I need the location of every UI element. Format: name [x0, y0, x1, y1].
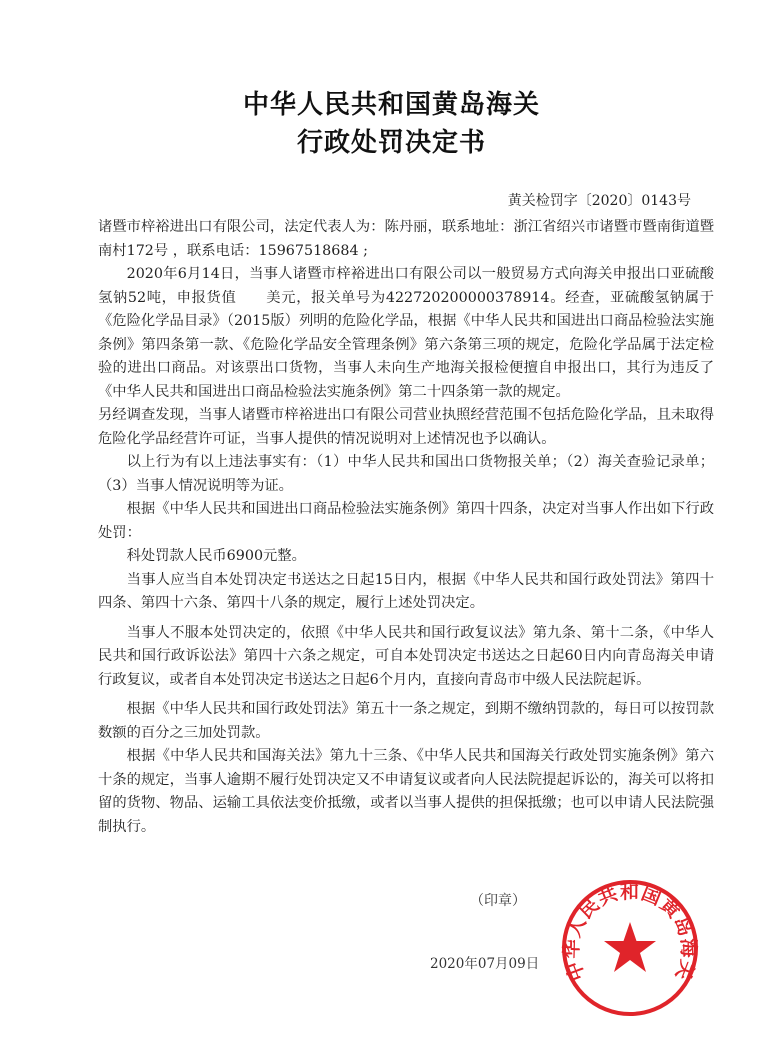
party-info: 诸暨市梓裕进出口有限公司，法定代表人为：陈丹丽，联系地址：浙江省绍兴市诸暨市暨南街道暨南村172号 ，联系电话：15967518684 ; — [98, 219, 714, 259]
document-body — [98, 216, 714, 839]
payment-deadline-paragraph: 当事人应当自本处罚决定书送达之日起15日内，根据《中华人民共和国行政处罚法》第四十四条、第四十六条、第四十八条的规定，履行上述处罚决定。 — [98, 571, 714, 611]
official-seal — [560, 878, 700, 1018]
star-icon — [604, 922, 656, 972]
penalty-paragraph: 科处罚款人民币6900元整。 — [126, 548, 306, 564]
appeal-rights-paragraph: 当事人不服本处罚决定的，依照《中华人民共和国行政复议法》第九条、第十二条，《中华人民共和国行政诉讼法》第四十六条之规定，可自本处罚决定书送达之日起60日内向青岛海关申请行政复议，或者自本处罚决定书送达之日起6个月内，直接向青岛市中级人民法院起诉。 — [98, 624, 714, 688]
document-subtitle: 行政处罚决定书 — [296, 128, 486, 158]
enforcement-paragraph: 根据《中华人民共和国海关法》第九十三条、《中华人民共和国海关行政处罚实施条例》第六十条的规定，当事人逾期不履行处罚决定又不申请复议或者向人民法院提起诉讼的，海关可以将扣留的货物、物品、运输工具依法变价抵缴，或者以当事人提供的担保抵缴；也可以申请人民法院强制执行。 — [98, 748, 714, 835]
legal-basis-paragraph: 根据《中华人民共和国进出口商品检验法实施条例》第四十四条，决定对当事人作出如下行政处罚： — [98, 501, 714, 541]
seal-note: （印章） — [470, 893, 526, 909]
svg-text:中华人民共和国黄岛海关: 中华人民共和国黄岛海关 — [560, 881, 700, 984]
issue-date: 2020年07月09日 — [430, 956, 540, 972]
document-title: 中华人民共和国黄岛海关 — [242, 90, 540, 120]
facts-paragraph: 2020年6月14日，当事人诸暨市梓裕进出口有限公司以一般贸易方式向海关申报出口亚硫酸氢钠52吨，申报货值 美元，报关单号为422720200000378914。经查，亚硫酸氢钠属于《危险化学品目录》（2015版）列明的危险化学品，根据《中华人民共和国进出口商品检验法实施条例》第四条第一款、《危险化学品安全管理条例》第六条第三项的规定，危险化学品属于法定检验的进出口商品。对该票出口货物，当事人未向生产地海关报检便擅自申报出口，其行为违反了《中华人民共和国进出口商品检验法实施条例》第二十四条第一款的规定。 — [98, 266, 714, 400]
late-fee-paragraph: 根据《中华人民共和国行政处罚法》第五十一条之规定，到期不缴纳罚款的，每日可以按罚款数额的百分之三加处罚款。 — [98, 701, 714, 741]
evidence-paragraph: 以上行为有以上违法事实有：（1）中华人民共和国出口货物报关单；（2）海关查验记录单；（3）当事人情况说明等为证。 — [98, 454, 714, 494]
document-number: 黄关检罚字〔2020〕0143号 — [507, 193, 691, 209]
additional-findings: 另经调查发现，当事人诸暨市梓裕进出口有限公司营业执照经营范围不包括危险化学品，且未取得危险化学品经营许可证，当事人提供的情况说明对上述情况也予以确认。 — [98, 407, 714, 447]
